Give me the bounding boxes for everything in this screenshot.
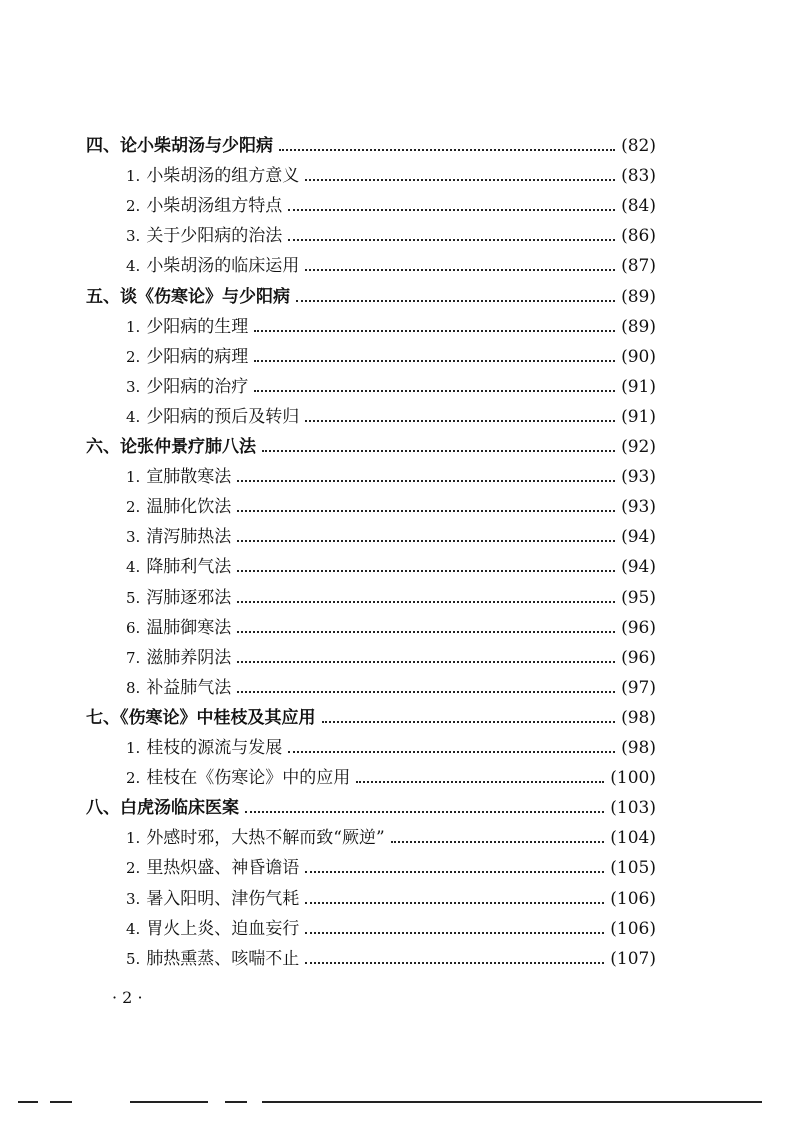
toc-item <box>126 458 656 488</box>
toc-title: 暑入阳明、津伤气耗 <box>146 888 300 909</box>
dot-leader <box>296 300 615 302</box>
toc-title: 滋肺养阴法 <box>146 647 232 668</box>
dot-leader <box>262 450 615 452</box>
toc-title: 四、论小柴胡汤与少阳病 <box>86 136 273 156</box>
page-number: · 2 · <box>112 988 143 1007</box>
toc-item-number: 3. <box>126 528 141 547</box>
toc-page-number: (82) <box>621 136 656 156</box>
dot-leader <box>254 330 615 332</box>
toc-item <box>126 157 656 187</box>
toc-page-number: (89) <box>621 286 656 307</box>
toc-item-number: 4. <box>126 919 141 938</box>
toc-page-number: (106) <box>610 888 656 909</box>
toc-title: 清泻肺热法 <box>146 527 232 548</box>
toc-item-number: 3. <box>126 377 141 396</box>
dot-leader <box>237 510 615 512</box>
dot-leader <box>322 721 616 723</box>
toc-title: 胃火上炎、迫血妄行 <box>146 918 300 939</box>
toc-item-number: 4. <box>126 407 141 426</box>
toc-item-number: 4. <box>126 558 141 577</box>
toc-title: 里热炽盛、神昏谵语 <box>146 858 300 879</box>
toc-page-number: (98) <box>621 738 656 758</box>
toc-title: 五、谈《伤寒论》与少阳病 <box>86 286 290 307</box>
toc-item <box>126 187 656 217</box>
toc-page-number: (93) <box>621 467 656 488</box>
toc-page-number: (94) <box>621 557 656 578</box>
dot-leader <box>305 871 604 873</box>
toc-item <box>126 849 656 879</box>
toc-page-number: (100) <box>610 768 656 789</box>
toc-item <box>126 669 656 699</box>
toc-page-number: (89) <box>621 316 656 337</box>
toc-page-number: (90) <box>621 346 656 367</box>
toc-section <box>86 699 656 729</box>
toc-title: 宣肺散寒法 <box>146 467 232 488</box>
toc-page-number: (94) <box>621 527 656 548</box>
toc-title: 小柴胡汤组方特点 <box>146 196 283 217</box>
toc-title: 七、《伤寒论》中桂枝及其应用 <box>86 707 316 728</box>
toc-page-number: (95) <box>621 587 656 608</box>
dot-leader <box>279 149 615 151</box>
toc-item-number: 6. <box>126 618 141 637</box>
toc-page-number: (91) <box>621 376 656 397</box>
dot-leader <box>237 601 615 603</box>
toc-item-number: 1. <box>126 317 141 336</box>
toc-page-number: (103) <box>610 798 656 819</box>
toc-item <box>126 247 656 277</box>
toc-page-number: (86) <box>621 226 656 247</box>
toc-section <box>86 127 656 157</box>
dot-leader <box>237 691 615 693</box>
toc-item-number: 5. <box>126 588 141 607</box>
dot-leader <box>305 932 604 934</box>
bottom-rule-segment <box>18 1101 38 1103</box>
toc-title: 降肺利气法 <box>146 557 232 578</box>
toc-item <box>126 910 656 940</box>
toc-page-number: (105) <box>610 858 656 879</box>
toc-item <box>126 609 656 639</box>
toc-page-number: (84) <box>621 196 656 217</box>
bottom-rule-segment <box>262 1101 762 1103</box>
toc-title: 小柴胡汤的临床运用 <box>146 256 300 277</box>
toc-item <box>126 579 656 609</box>
toc-page-number: (98) <box>621 707 656 728</box>
toc-item-number: 1. <box>126 468 141 487</box>
toc-item <box>126 639 656 669</box>
toc-section <box>86 278 656 308</box>
toc-page-number: (83) <box>621 166 656 187</box>
dot-leader <box>305 902 604 904</box>
toc-item-number: 7. <box>126 648 141 667</box>
dot-leader <box>305 269 615 271</box>
toc-item <box>126 308 656 338</box>
bottom-rule-segment <box>50 1101 72 1103</box>
toc-item-number: 2. <box>126 197 141 216</box>
toc-item-number: 8. <box>126 678 141 697</box>
toc-title: 关于少阳病的治法 <box>146 226 283 247</box>
toc-item <box>126 940 656 970</box>
toc-item <box>126 398 656 428</box>
dot-leader <box>254 360 615 362</box>
toc-item-number: 2. <box>126 498 141 517</box>
toc-title: 温肺御寒法 <box>146 617 232 638</box>
toc-item <box>126 368 656 398</box>
dot-leader <box>356 781 604 783</box>
dot-leader <box>245 811 604 813</box>
toc-title: 温肺化饮法 <box>146 497 232 518</box>
toc-title: 桂枝的源流与发展 <box>146 738 283 758</box>
toc-item <box>126 880 656 910</box>
toc-title: 外感时邪，大热不解而致“厥逆” <box>146 828 385 849</box>
toc-page-number: (92) <box>621 437 656 457</box>
bottom-rule-segment <box>130 1101 208 1103</box>
toc-page-number: (97) <box>621 677 656 698</box>
dot-leader <box>288 209 615 211</box>
dot-leader <box>237 570 615 572</box>
toc-title: 少阳病的生理 <box>146 316 249 337</box>
toc-item-number: 2. <box>126 859 141 878</box>
toc-title: 小柴胡汤的组方意义 <box>146 166 300 187</box>
dot-leader <box>305 962 604 964</box>
toc-page-number: (87) <box>621 256 656 277</box>
toc-item-number: 2. <box>126 769 141 788</box>
toc-item-number: 2. <box>126 347 141 366</box>
toc-item-number: 4. <box>126 257 141 276</box>
toc-section <box>86 428 656 458</box>
toc-title: 肺热熏蒸、咳喘不止 <box>146 948 300 969</box>
toc-title: 八、白虎汤临床医案 <box>86 798 239 819</box>
toc-title: 补益肺气法 <box>146 677 232 698</box>
toc-page-number: (96) <box>621 647 656 668</box>
toc-item <box>126 338 656 368</box>
bottom-rule-segment <box>225 1101 247 1103</box>
toc-page-number: (93) <box>621 497 656 518</box>
dot-leader <box>237 540 615 542</box>
toc-item-number: 1. <box>126 167 141 186</box>
dot-leader <box>305 420 615 422</box>
dot-leader <box>288 239 615 241</box>
toc-title: 少阳病的预后及转归 <box>146 406 300 427</box>
toc-item-number: 3. <box>126 889 141 908</box>
toc-title: 六、论张仲景疗肺八法 <box>86 437 256 457</box>
toc-item <box>126 518 656 548</box>
toc-title: 桂枝在《伤寒论》中的应用 <box>146 768 351 789</box>
toc-item <box>126 548 656 578</box>
dot-leader <box>288 751 615 753</box>
toc-page-number: (106) <box>610 918 656 939</box>
toc-title: 少阳病的病理 <box>146 346 249 367</box>
toc-section <box>86 789 656 819</box>
dot-leader <box>237 631 615 633</box>
toc-item <box>126 729 656 759</box>
toc-item <box>126 759 656 789</box>
toc-item <box>126 819 656 849</box>
toc-title: 少阳病的治疗 <box>146 376 249 397</box>
toc-item-number: 1. <box>126 739 141 757</box>
toc-item-number: 3. <box>126 227 141 246</box>
dot-leader <box>237 661 615 663</box>
dot-leader <box>237 480 615 482</box>
toc-item-number: 5. <box>126 949 141 968</box>
dot-leader <box>305 179 615 181</box>
toc-page-number: (104) <box>610 828 656 849</box>
toc-page-number: (91) <box>621 406 656 427</box>
dot-leader <box>254 390 615 392</box>
toc-title: 泻肺逐邪法 <box>146 587 232 608</box>
toc-item-number: 1. <box>126 829 141 848</box>
toc-item <box>126 488 656 518</box>
toc-page-number: (96) <box>621 617 656 638</box>
toc-item <box>126 217 656 247</box>
dot-leader <box>391 841 605 843</box>
toc-page-number: (107) <box>610 948 656 969</box>
